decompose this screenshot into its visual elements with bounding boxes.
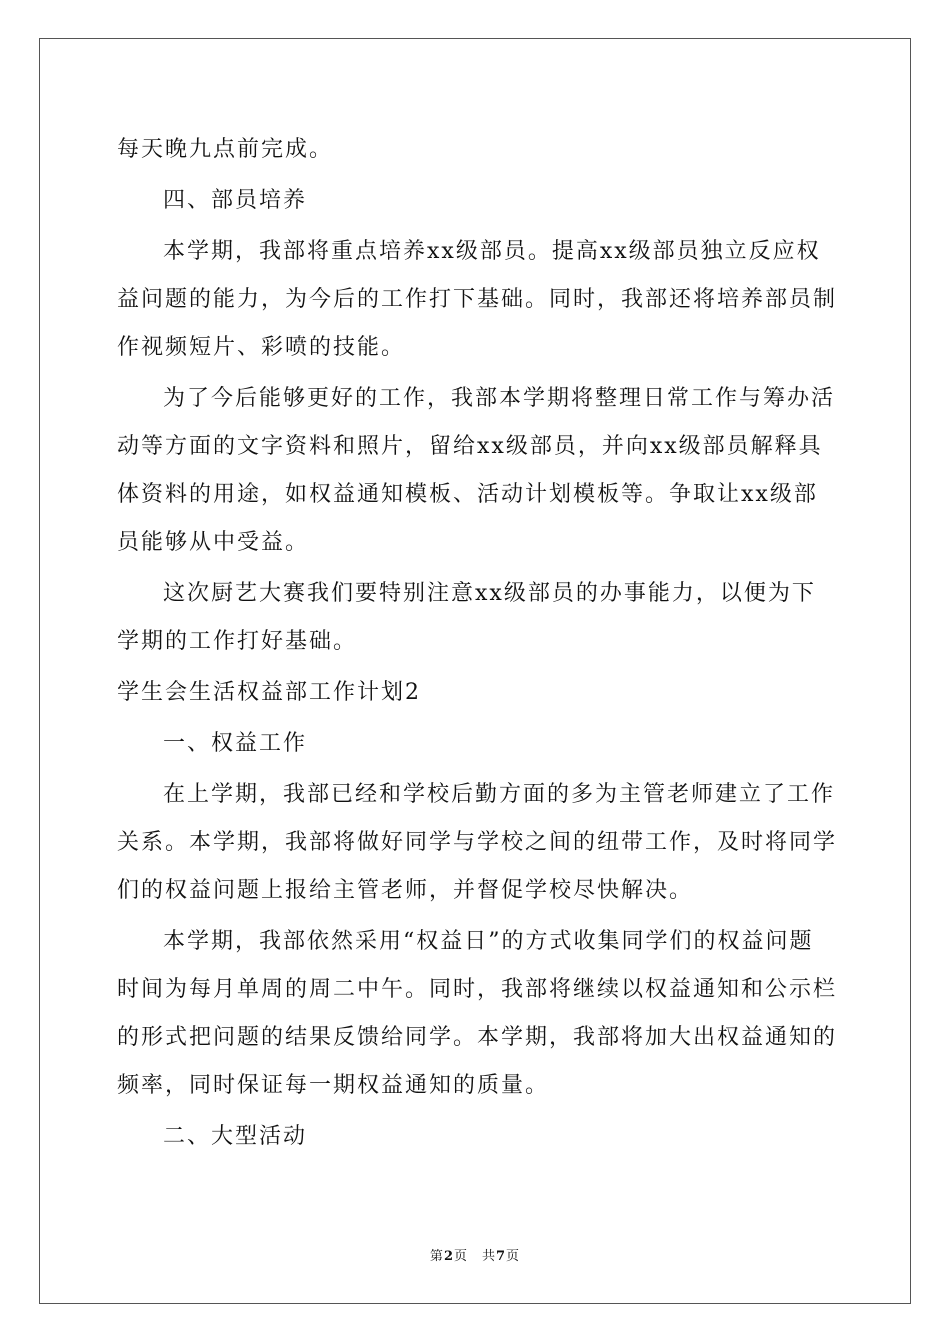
line: [117, 918, 837, 966]
line: [117, 1062, 837, 1110]
line: [117, 126, 837, 174]
line: [117, 471, 837, 519]
line-text: 作视频短片、彩喷的技能。: [117, 335, 406, 360]
line: [117, 819, 837, 867]
line-text: 体资料的用途，如权益通知模板、活动计划模板等。争取让xx级部: [117, 482, 818, 507]
line-text: 员能够从中受益。: [117, 530, 310, 555]
line-text: 学期的工作打好基础。: [117, 629, 358, 654]
line: [117, 867, 837, 915]
line: [117, 228, 837, 276]
line: [117, 324, 837, 372]
line: [117, 570, 837, 618]
line-text: 四、部员培养: [163, 188, 308, 213]
section-heading: [117, 177, 837, 225]
line-text: 们的权益问题上报给主管老师，并督促学校尽快解决。: [117, 878, 694, 903]
line-text: 本学期，我部将重点培养xx级部员。提高xx级部员独立反应权: [163, 239, 821, 264]
section-heading: [117, 1113, 837, 1161]
page-suffix: 页: [506, 1249, 521, 1264]
line: [117, 423, 837, 471]
line: [117, 618, 837, 666]
section-heading: [117, 720, 837, 768]
line-text: 益问题的能力，为今后的工作打下基础。同时，我部还将培养部员制: [117, 287, 838, 312]
line: [117, 276, 837, 324]
line-text: 的形式把问题的结果反馈给同学。本学期，我部将加大出权益通知的: [117, 1025, 838, 1050]
document-body: [117, 126, 837, 1161]
line-text: 关系。本学期，我部将做好同学与学校之间的纽带工作，及时将同学: [117, 830, 838, 855]
line-text: 学生会生活权益部工作计划2: [117, 680, 421, 705]
page-prefix: 第: [429, 1249, 444, 1264]
line-text: 本学期，我部依然采用“权益日”的方式收集同学们的权益问题: [163, 929, 814, 954]
line: [117, 375, 837, 423]
line-text: 时间为每月单周的周二中午。同时，我部将继续以权益通知和公示栏: [117, 977, 838, 1002]
page-number: [0, 1247, 950, 1267]
line: [117, 771, 837, 819]
line: [117, 519, 837, 567]
line-text: 频率，同时保证每一期权益通知的质量。: [117, 1073, 550, 1098]
line-text: 在上学期，我部已经和学校后勤方面的多为主管老师建立了工作: [163, 782, 836, 807]
line-text: 这次厨艺大赛我们要特别注意xx级部员的办事能力，以便为下: [163, 581, 816, 606]
line-text: 每天晚九点前完成。: [117, 137, 334, 162]
line-text: 二、大型活动: [163, 1124, 308, 1149]
page-total: 7: [496, 1249, 507, 1264]
page-mid: 页 共: [453, 1249, 496, 1264]
line-text: 为了今后能够更好的工作，我部本学期将整理日常工作与筹办活: [163, 386, 836, 411]
document-title: [117, 669, 837, 717]
line-text: 动等方面的文字资料和照片，留给xx级部员，并向xx级部员解释具: [117, 434, 823, 459]
line: [117, 1014, 837, 1062]
line: [117, 966, 837, 1014]
page-current: 2: [443, 1249, 454, 1264]
line-text: 一、权益工作: [163, 731, 308, 756]
